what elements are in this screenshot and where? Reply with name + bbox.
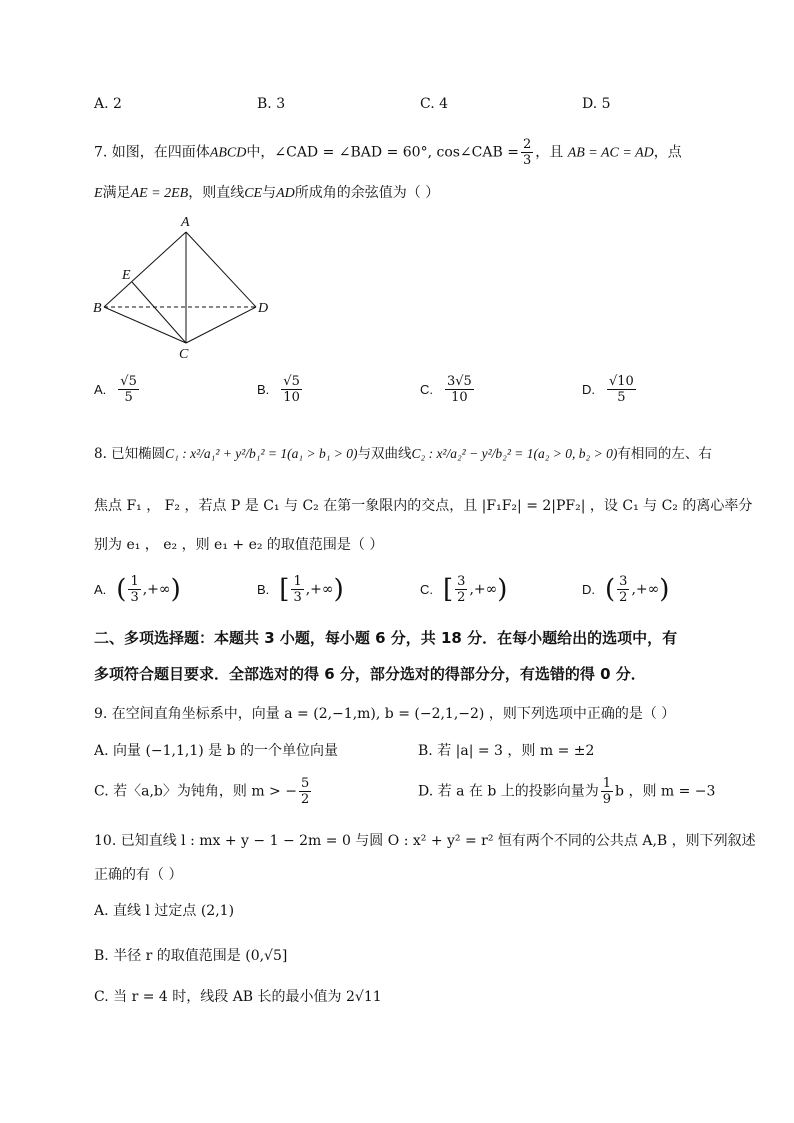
tetrahedron-figure bbox=[90, 212, 280, 362]
q10-option-b: B. 半径 r 的取值范围是 (0,√5] bbox=[94, 948, 288, 964]
q9-option-b: B. 若 |a| = 3 ，则 m = ±2 bbox=[418, 743, 595, 759]
q7-fraction: $\frac{2}{3}$ bbox=[522, 137, 532, 168]
segment-ce bbox=[132, 282, 186, 343]
q7-option-b: B. $\frac{√5}{10}$ bbox=[257, 374, 300, 405]
q8-stem-line1: 8. 已知椭圆C₁ : x²/a₁² + y²/b₁² = 1(a₁ > b₁ > 0)与双曲线C₂ : x²/a₂² − y²/b₂² = 1(a₂ > 0, b₂ > 0)有相同的左、右 bbox=[94, 446, 712, 462]
q10-option-a: A. 直线 l 过定点 (2,1) bbox=[94, 903, 235, 919]
edge-bc bbox=[104, 307, 186, 343]
q7-option-d: D. $\frac{√10}{5}$ bbox=[582, 374, 634, 405]
q8-option-a: A. ( $\frac{1}{3}$ ,+∞) bbox=[94, 574, 181, 605]
q7-stem-line2: E满足AE = 2EB，则直线CE与AD所成角的余弦值为（ ） bbox=[94, 185, 440, 201]
q6-option-a: A. 2 bbox=[94, 96, 122, 112]
q7-option-a: A. $\frac{√5}{5}$ bbox=[94, 374, 137, 405]
label-a: A bbox=[181, 215, 190, 230]
q6-option-d: D. 5 bbox=[582, 96, 611, 112]
q8-stem-line2: 焦点 F₁ ， F₂ ，若点 P 是 C₁ 与 C₂ 在第一象限内的交点，且 |F₁F₂| = 2|PF₂| ，设 C₁ 与 C₂ 的离心率分 bbox=[94, 498, 753, 514]
q6-option-b: B. 3 bbox=[257, 96, 286, 112]
q9-option-a: A. 向量 (−1,1,1) 是 b 的一个单位向量 bbox=[94, 743, 339, 759]
q10-stem-line1: 10. 已知直线 l : mx + y − 1 − 2m = 0 与圆 O : x² + y² = r² 恒有两个不同的公共点 A,B ，则下列叙述 bbox=[94, 833, 756, 849]
q9-option-d: D. 若 a 在 b 上的投影向量为 $\frac{1}{9}$ b ，则 m = −3 bbox=[418, 776, 716, 807]
label-d: D bbox=[258, 301, 269, 316]
q9-option-c: C. 若〈a,b〉为钝角，则 m > − $\frac{5}{2}$ bbox=[94, 776, 310, 807]
q8-option-d: D. ( $\frac{3}{2}$ ,+∞) bbox=[582, 574, 670, 605]
q8-option-b: B. [ $\frac{1}{3}$ ,+∞) bbox=[257, 574, 344, 605]
edge-ab bbox=[104, 232, 186, 307]
q7-option-c: C. $\frac{3√5}{10}$ bbox=[420, 374, 472, 405]
q8-option-c: C. [ $\frac{3}{2}$ ,+∞) bbox=[420, 574, 508, 605]
section-2-heading-line1: 二、多项选择题：本题共 3 小题，每小题 6 分，共 18 分．在每小题给出的选项中，有 bbox=[94, 629, 678, 647]
q10-option-c: C. 当 r = 4 时，线段 AB 长的最小值为 2√11 bbox=[94, 989, 382, 1005]
edge-ad bbox=[186, 232, 256, 307]
q6-option-c: C. 4 bbox=[420, 96, 449, 112]
edge-cd bbox=[186, 307, 256, 343]
q8-stem-line3: 别为 e₁ ， e₂ ，则 e₁ + e₂ 的取值范围是（ ） bbox=[94, 537, 384, 553]
q7-stem-line1: 7. 如图，在四面体ABCD中，∠CAD = ∠BAD = 60°, cos∠CAB = $\frac{2}{3}$ ，且 AB = AC = AD，点 bbox=[94, 137, 682, 168]
q10-stem-line2: 正确的有（ ） bbox=[94, 867, 183, 883]
label-c: C bbox=[179, 347, 189, 362]
label-e: E bbox=[122, 268, 131, 283]
label-b: B bbox=[93, 301, 102, 316]
section-2-heading-line2: 多项符合题目要求．全部选对的得 6 分，部分选对的得部分分，有选错的得 0 分． bbox=[94, 665, 646, 683]
q9-stem: 9. 在空间直角坐标系中，向量 a = (2,−1,m), b = (−2,1,−2) ，则下列选项中正确的是（ ） bbox=[94, 706, 676, 722]
